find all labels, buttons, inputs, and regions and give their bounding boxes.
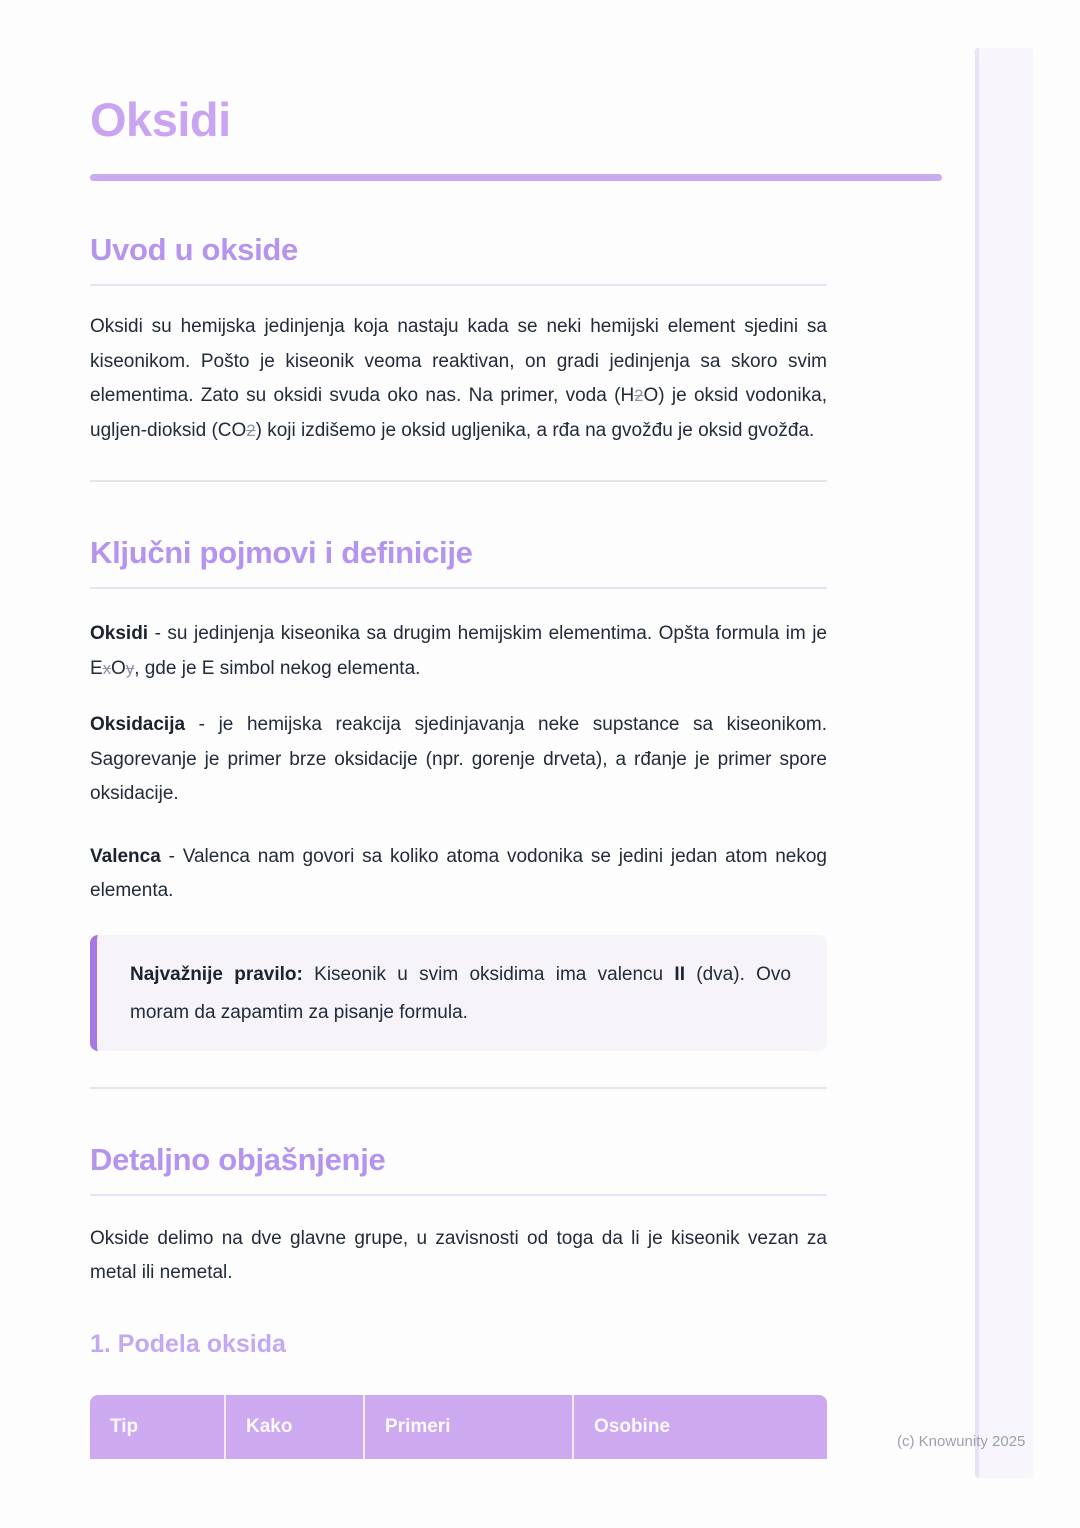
page-title: Oksidi <box>90 93 231 146</box>
definition-term: Valenca <box>90 845 161 867</box>
subsection-heading-podela: 1. Podela oksida <box>90 1329 286 1358</box>
section-divider <box>90 1087 827 1089</box>
table-header-osobine: Osobine <box>594 1415 671 1437</box>
table-header-kako: Kako <box>226 1395 365 1459</box>
definition-term: Oksidi <box>90 623 149 644</box>
callout-text <box>130 956 791 1032</box>
section-heading-pojmovi: Ključni pojmovi i definicije <box>90 535 473 570</box>
definition-body-2: O <box>111 657 126 679</box>
heading-underline <box>90 1194 827 1196</box>
subscript-y: y <box>125 658 135 678</box>
heading-underline <box>90 587 827 589</box>
heading-underline <box>90 284 827 286</box>
callout-valence: II <box>674 963 685 985</box>
subscript-2: 2 <box>246 420 256 440</box>
callout-lead: Najvažnije pravilo: <box>130 963 303 985</box>
definition-body: - je hemijska reakcija sjedinjavanja neke supstance sa kiseonikom. Sagorevanje je primer brze oksidacije (npr. gorenje drveta), a rđanje je primer spore oksidacije. <box>90 714 827 804</box>
intro-text-1: Oksidi su hemijska jedinjenja koja nastaju kada se neki hemijski element sjedini sa kiseonikom. Pošto je kiseonik veoma reaktivan, on gradi jedinjenja sa skoro svim elementima. Zato su oksidi svuda oko nas. Na primer, voda (H <box>90 316 827 406</box>
document-content <box>90 0 827 1459</box>
page-side-strip <box>975 48 1033 1478</box>
callout-body-2: (dva). Ovo moram da zapamtim za pisanje formula. <box>130 963 791 1023</box>
definition-body: - Valenca nam govori sa koliko atoma vodonika se jedini jedan atom nekog elementa. <box>90 845 827 901</box>
copyright-notice: (c) Knowunity 2025 <box>897 1433 1026 1450</box>
definition-body-1: - su jedinjenja kiseonika sa drugim hemijskim elementima. Opšta formula im je E <box>90 623 827 679</box>
section-heading-detaljno: Detaljno objašnjenje <box>90 1141 386 1177</box>
definition-valenca <box>90 840 827 909</box>
table-header-primeri: Primeri <box>365 1395 574 1459</box>
intro-text-2: O) je oksid vodonika, ugljen-dioksid (CO <box>90 385 828 441</box>
definition-term: Oksidacija <box>90 714 186 735</box>
callout-body-1: Kiseonik u svim oksidima ima valencu <box>302 963 675 985</box>
title-underline-rule <box>90 174 942 181</box>
section-heading-uvod: Uvod u okside <box>90 232 298 267</box>
subscript-x: x <box>102 658 112 678</box>
oxide-table-header-row <box>90 1395 827 1459</box>
definition-body-3: , gde je E simbol nekog elementa. <box>134 657 421 679</box>
important-rule-callout <box>90 935 827 1051</box>
section-divider <box>90 480 827 482</box>
definition-oksidi <box>90 617 827 686</box>
intro-paragraph <box>90 310 827 448</box>
detail-paragraph: Okside delimo na dve glavne grupe, u zavisnosti od toga da li je kiseonik vezan za metal ili nemetal. <box>90 1227 827 1283</box>
definition-oksidacija <box>90 708 827 812</box>
subscript-2: 2 <box>634 386 644 405</box>
intro-text-3: ) koji izdišemo je oksid ugljenika, a rđa na gvožđu je oksid gvožđa. <box>255 419 815 441</box>
table-header-tip: Tip <box>90 1395 226 1459</box>
